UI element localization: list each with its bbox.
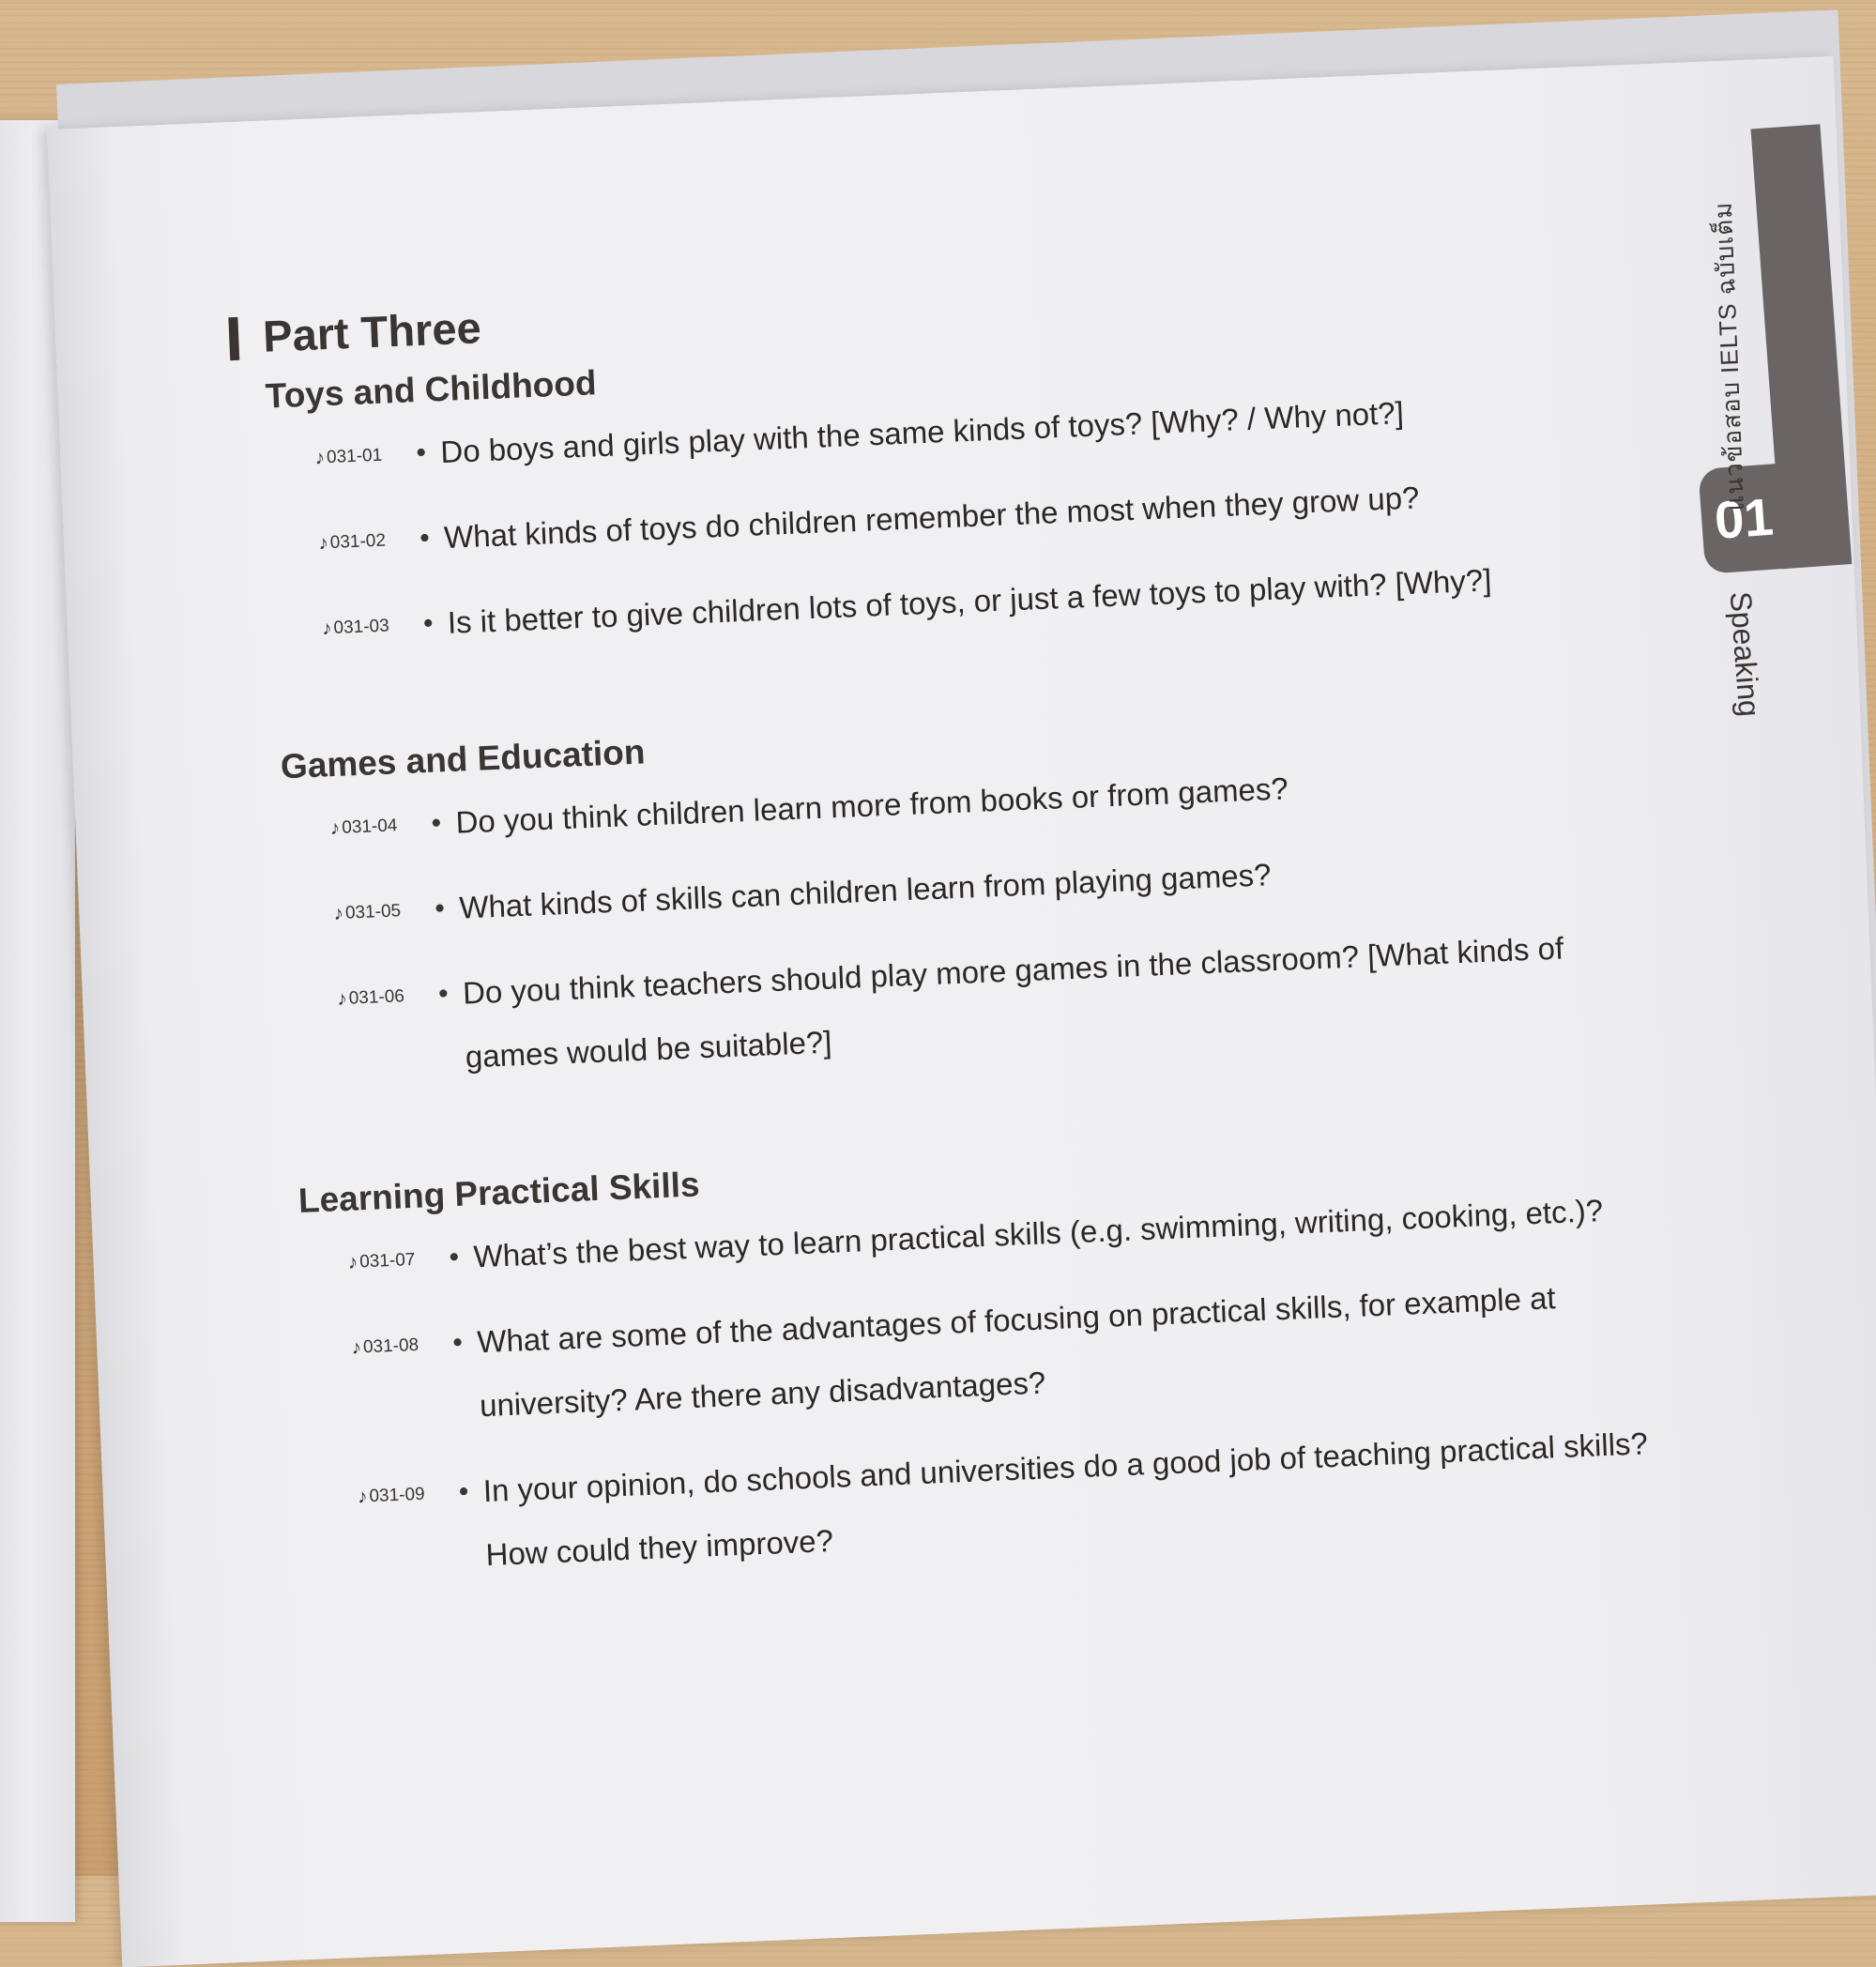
page-content [228,252,1688,1622]
bullet-icon: • [419,522,431,555]
audio-track[interactable] [332,882,435,925]
section-title: Games and Education [280,732,647,786]
section-learning-practical-skills [297,1122,1687,1594]
music-note-icon: ♪ [329,816,341,840]
question-text: What’s the best way to learn practical skills (e.g. swimming, writing, cooking, etc.)? [472,1193,1604,1274]
question-text: What kinds of toys do children remember the most when they grow up? [443,480,1421,555]
chapter-name: Speaking [1723,590,1767,718]
music-note-icon: ♪ [351,1336,362,1359]
audio-track-number: 031-06 [348,986,405,1009]
audio-track-number: 031-02 [329,530,387,553]
audio-track[interactable] [336,968,439,1011]
question-text: Do you think children learn more from books or from games? [454,770,1289,840]
bullet-icon: • [415,436,427,469]
audio-track-number: 031-08 [362,1334,419,1358]
audio-track[interactable] [347,1230,450,1273]
audio-track-number: 031-04 [341,816,398,838]
question-item [350,1266,1681,1443]
music-note-icon: ♪ [336,987,348,1011]
music-note-icon: ♪ [321,618,333,640]
chapter-number: 01 [1698,460,1838,574]
audio-track-number: 031-09 [369,1484,426,1507]
part-title: Part Three [262,302,482,361]
audio-track[interactable] [321,597,424,640]
audio-track[interactable] [313,426,417,469]
audio-track[interactable] [357,1465,460,1508]
question-text: What kinds of skills can children learn from playing games? [458,857,1273,925]
book-page [47,56,1876,1967]
audio-track[interactable] [329,797,433,840]
question-text: Is it better to give children lots of toys, or just a few toys to play with? [Why?] [447,562,1493,640]
section-games-and-education [280,688,1667,1096]
bullet-icon: • [437,978,450,1010]
music-note-icon: ♪ [347,1251,358,1273]
section-title: Toys and Childhood [265,363,598,416]
question-item [336,917,1667,1094]
question-item [357,1415,1687,1593]
question-text: Do you think teachers should play more games in the classroom? [What kinds of games would be suitable?] [462,930,1564,1075]
book-title: แนวข้อสอบ IELTS ฉบับเต็ม [1708,201,1750,512]
section-title: Learning Practical Skills [297,1165,701,1220]
question-text: Do boys and girls play with the same kinds of toys? [Why? / Why not?] [439,394,1405,470]
heading-bar [228,317,239,360]
bullet-icon: • [448,1242,460,1273]
audio-track[interactable] [317,511,420,555]
music-note-icon: ♪ [317,532,329,555]
bullet-icon: • [458,1475,470,1508]
audio-track[interactable] [350,1316,453,1359]
music-note-icon: ♪ [333,902,344,925]
section-toys-and-childhood [265,318,1649,663]
bullet-icon: • [434,892,446,924]
audio-track-number: 031-05 [344,901,402,923]
question-text: In your opinion, do schools and universities do a good job of teaching practical skills? How could they improve? [482,1426,1649,1573]
music-note-icon: ♪ [357,1486,368,1508]
audio-track-number: 031-01 [326,445,383,468]
bullet-icon: • [422,607,435,639]
question-text: What are some of the advantages of focusing on practical skills, for example at university? Are there any disadvantages? [476,1280,1557,1424]
audio-track-number: 031-03 [333,616,390,638]
bullet-icon: • [430,807,442,839]
audio-track-number: 031-07 [358,1249,416,1273]
music-note-icon: ♪ [314,447,326,469]
bullet-icon: • [451,1326,464,1359]
